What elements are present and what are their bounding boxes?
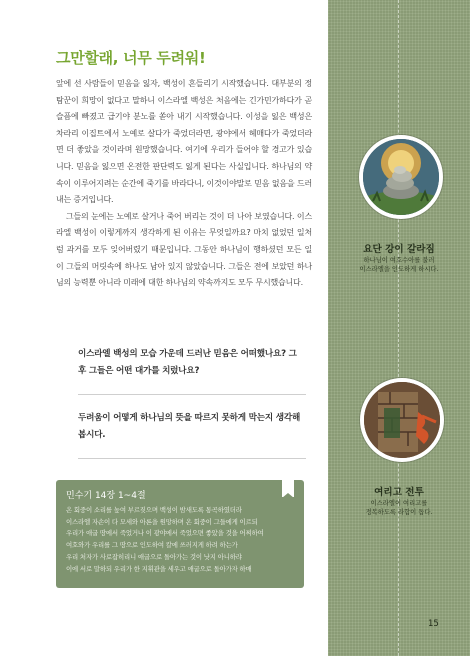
scripture-line: 여호와가 우리를 그 땅으로 인도하여 칼에 쓰러지게 하려 하는가 [66, 541, 238, 550]
scripture-reference: 민수기 14장 1~4절 [66, 491, 146, 501]
timeline-caption [328, 500, 470, 517]
caption-line: 이스라엘이 여리고를 [370, 500, 428, 507]
question-2: 두려움이 어떻게 하나님의 뜻을 따르지 못하게 막는지 생각해 봅시다. [78, 413, 301, 440]
timeline-sidebar [328, 0, 470, 656]
caption-line: 정복하도록 라합이 돕다. [365, 508, 433, 516]
timeline-title: 여리고 전투 [374, 487, 424, 498]
caption-line: 하나님이 여호수아를 불러 [363, 257, 435, 264]
scripture-line: 온 회중이 소리를 높여 부르짖으며 백성이 밤새도록 통곡하였더라 [66, 506, 242, 514]
scripture-line: 이스라엘 자손이 다 모세와 아론을 원망하며 온 회중이 그들에게 이르되 [66, 517, 258, 526]
body-text [56, 76, 312, 292]
timeline-title: 요단 강이 갈라짐 [363, 244, 435, 255]
stone-pile-icon [359, 135, 443, 219]
scripture-line: 우리 처자가 사로잡히리니 애굽으로 돌아가는 것이 낫지 아니하랴 [66, 552, 242, 561]
caption-line: 이스라엘을 인도하게 하시다. [359, 265, 439, 273]
scripture-text [66, 505, 298, 575]
answer-line [78, 458, 306, 459]
paragraph: 그들의 눈에는 노예로 살거나 죽어 버리는 것이 더 나아 보였습니다. 이스라엘 백성이 이렇게까지 생각하게 된 이유는 무엇일까요? 마치 없었던 일처럼 과거를 모두 잊어버렸기 때문입니다. 그동안 하나님이 행하셨던 모든 일이 그들의 머릿속에 하나도 남아 있지 않았습니다. 그들은 전에 보았던 하나님의 능력뿐 아니라 미래에 대한 하나님의 약속까지도 모두 무시했습니다. [56, 211, 312, 288]
page-number: 15 [428, 619, 439, 629]
scripture-box [56, 480, 304, 588]
question-1: 이스라엘 백성의 모습 가운데 드러난 믿음은 어떠했나요? 그 후 그들은 어떤 대가를 치렀나요? [78, 349, 297, 376]
section-title: 그만할래, 너무 두려워! [56, 49, 206, 67]
jericho-wall-icon [360, 378, 444, 462]
answer-line [78, 394, 306, 395]
bookmark-icon [282, 480, 294, 497]
scripture-line: 이에 서로 말하되 우리가 한 지휘관을 세우고 애굽으로 돌아가자 하매 [66, 564, 252, 573]
scripture-line: 우리가 애굽 땅에서 죽었거나 이 광야에서 죽었으면 좋았을 것을 어찌하여 [66, 529, 264, 538]
timeline-line [398, 0, 399, 656]
timeline-caption [328, 257, 470, 274]
paragraph: 앞에 선 사람들이 믿음을 잃자, 백성이 흔들리기 시작했습니다. 대부분의 정탐꾼이 희망이 없다고 말하니 이스라엘 백성은 처음에는 긴가민가하다가 곧 슬픔에 빠졌고 급기야 분노를 쏟아 내기 시작했습니다. 이성을 잃은 백성은 차라리 이집트에서 노예로 살다가 죽었더라면, 광야에서 헤매다가 죽었더라면 더 좋았을 것이라며 원망했습니다. 여기에 우리가 들어야 할 경고가 있습니다. 믿음을 잃으면 온전한 판단력도 잃게 된다는 사실입니다. 하나님의 약속이 이루어지려는 순간에 죽기를 바라다니, 이것이야말로 믿음 없음을 드러내는 증거입니다. [56, 79, 312, 205]
